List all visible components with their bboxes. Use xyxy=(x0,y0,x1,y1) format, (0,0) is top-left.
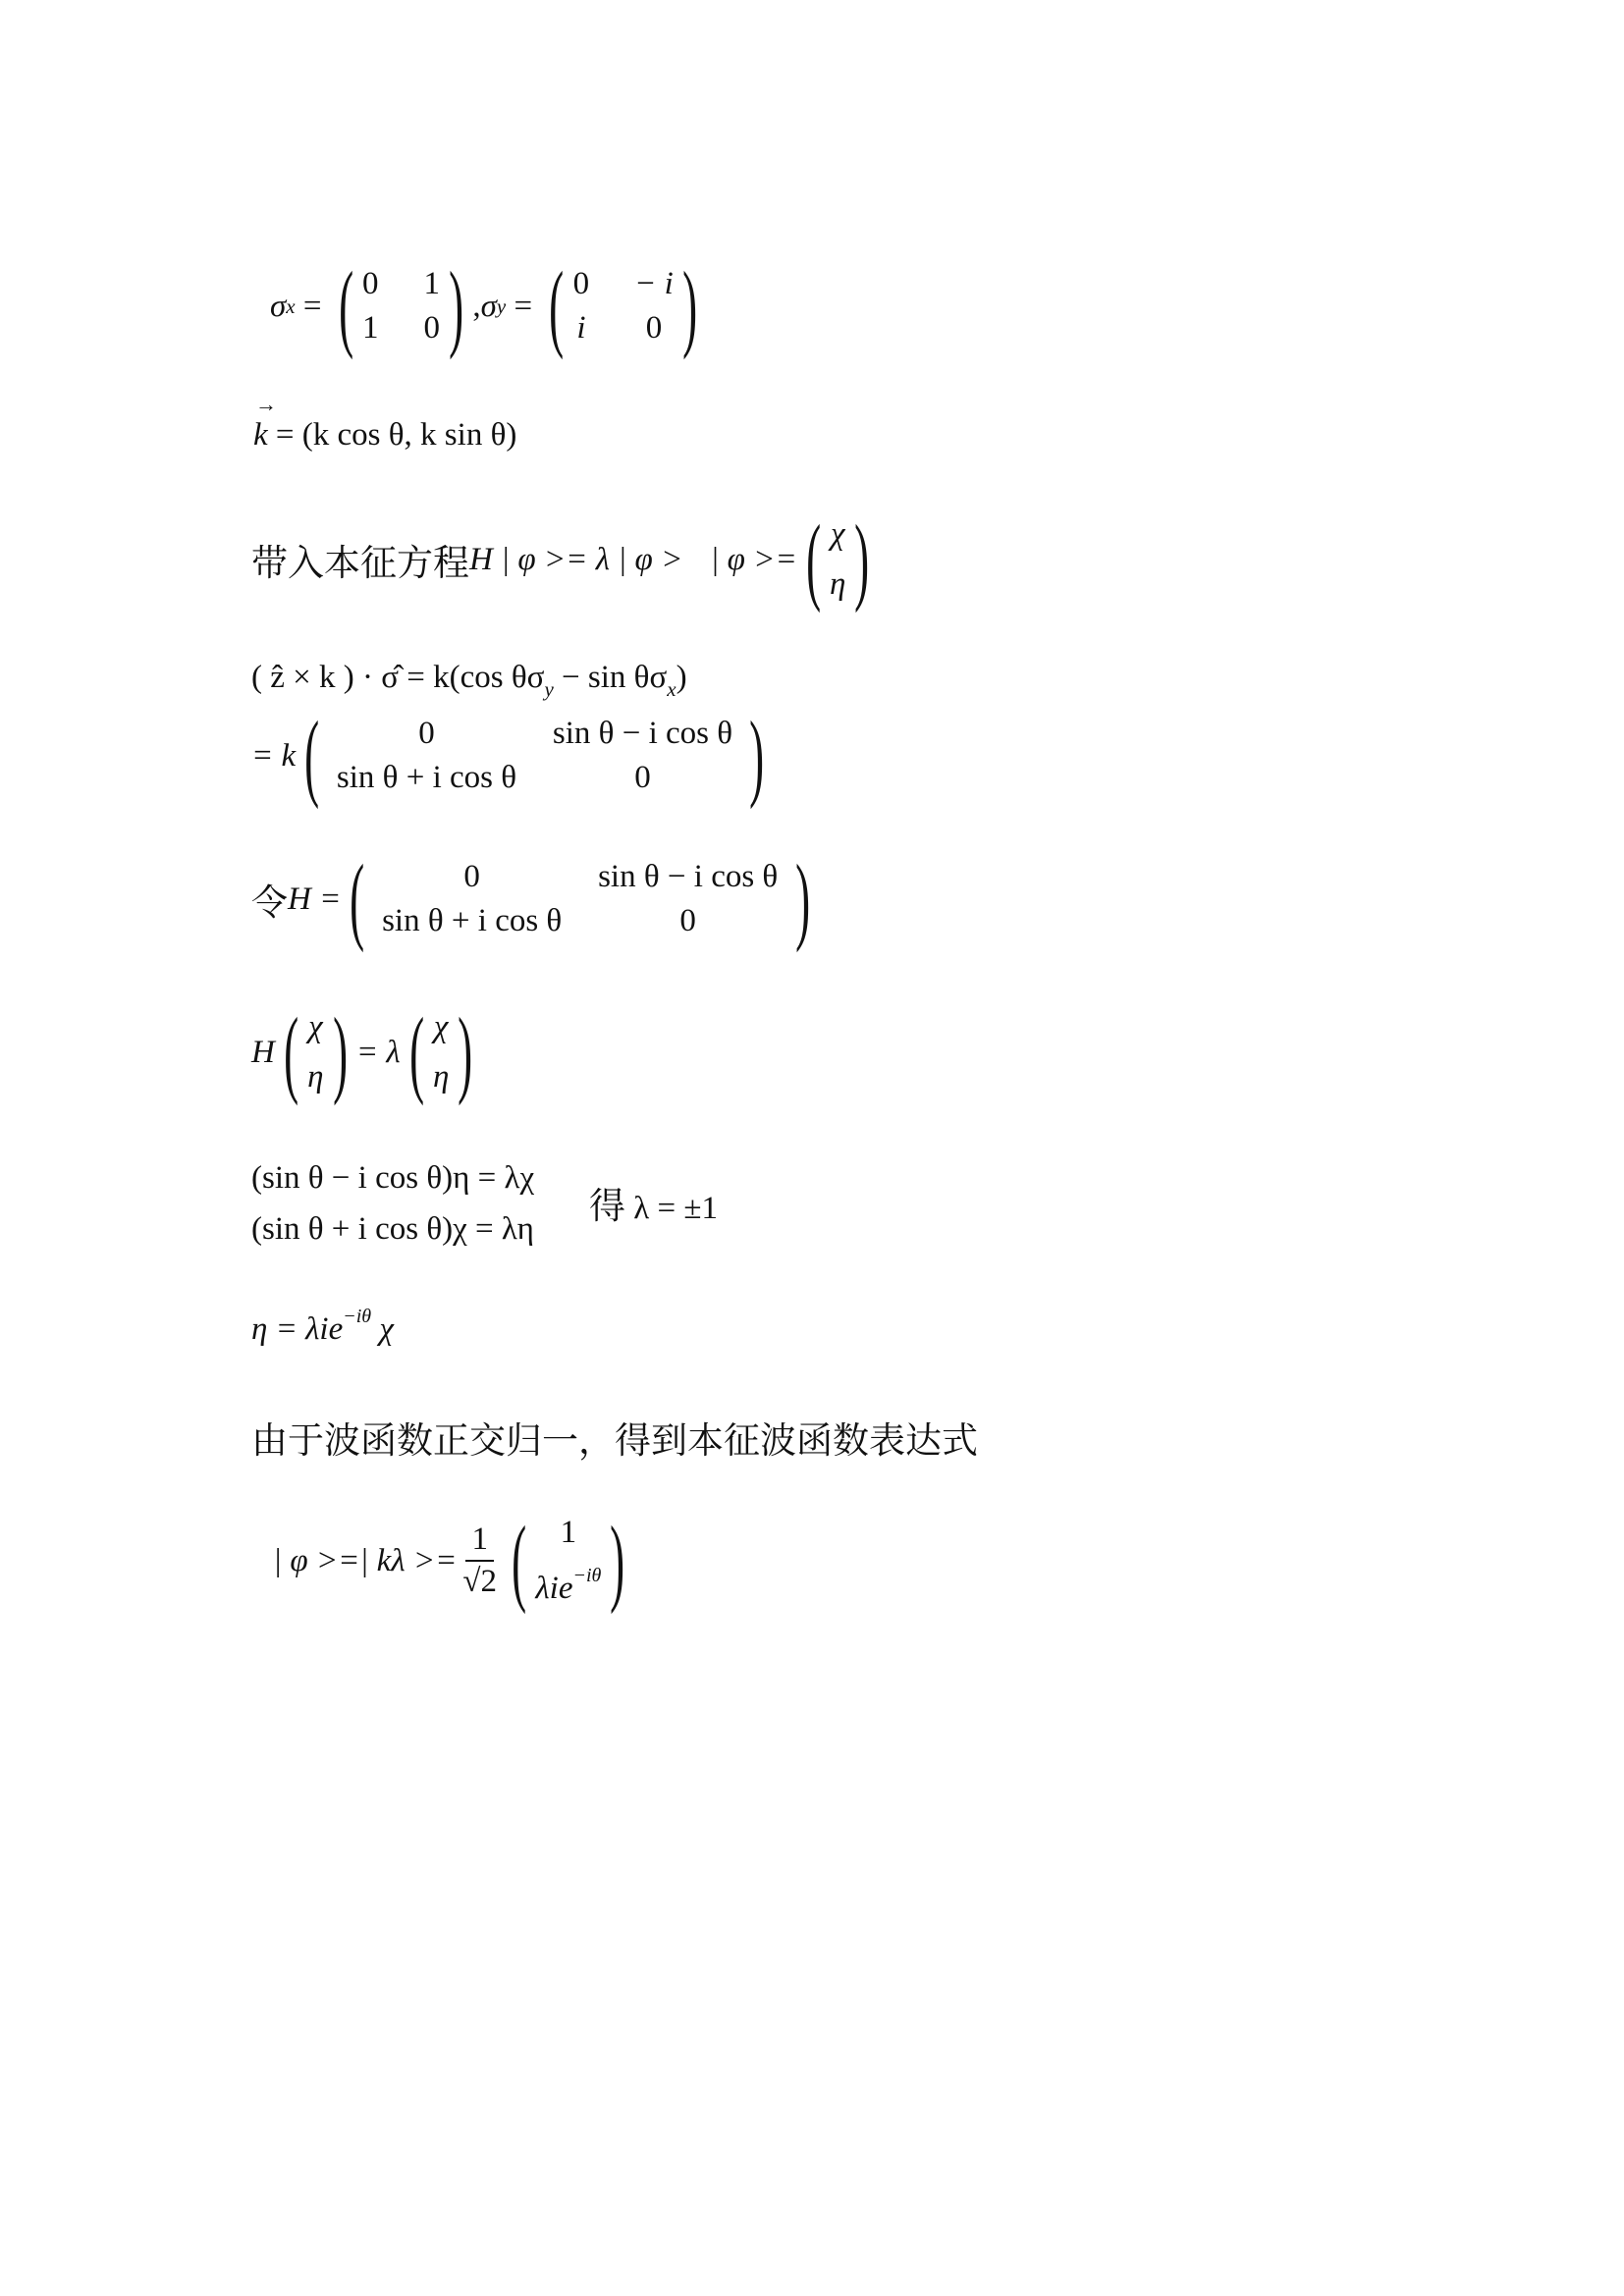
vector-cell: χ xyxy=(830,516,845,552)
matrix-cell: 0 xyxy=(645,310,663,346)
h-eigen-vector-equation xyxy=(251,997,482,1106)
left-paren: ( xyxy=(512,1506,527,1615)
cross-line1-text: ( ẑ × k ) · σ̂ = k(cos θσ xyxy=(251,660,545,695)
matrix-cell: sin θ − i cos θ xyxy=(552,716,733,751)
matrix-cell: 0 xyxy=(572,266,590,301)
k-vector-equation xyxy=(253,417,516,454)
matrix-cell: 1 xyxy=(362,310,379,346)
h-lhs: H = xyxy=(288,881,342,917)
cross-matrix xyxy=(328,716,740,796)
sigma-y-subscript: y xyxy=(496,294,507,318)
eta-exponent: −iθ xyxy=(343,1306,372,1327)
matrix-cell: sin θ + i cos θ xyxy=(336,760,517,795)
left-paren: ( xyxy=(304,701,320,810)
final-eigenstate-equation xyxy=(273,1506,634,1615)
cross-line1-mid: − sin θσ xyxy=(553,660,668,695)
cross-product-equation xyxy=(251,660,687,702)
vector-cell: χ xyxy=(433,1009,449,1044)
normalization-fraction xyxy=(462,1522,497,1600)
normalization-paragraph: 由于波函数正交归一，得到本征波函数表达式 xyxy=(251,1419,978,1462)
eta-rhs: χ xyxy=(379,1311,394,1347)
k-prefix: = k xyxy=(251,737,297,774)
equation-system xyxy=(251,1152,534,1255)
right-paren: ) xyxy=(749,701,765,810)
vector-top: 1 xyxy=(560,1515,577,1550)
left-paren: ( xyxy=(805,505,821,614)
right-paren: ) xyxy=(794,844,810,953)
final-vector xyxy=(535,1515,601,1607)
right-paren: ) xyxy=(682,251,697,360)
matrix-cell: 0 xyxy=(679,903,696,938)
left-paren: ( xyxy=(408,997,424,1106)
vector-cell: η xyxy=(432,1059,450,1095)
sigma-x-matrix xyxy=(362,266,440,347)
vector-cell: χ xyxy=(308,1009,323,1044)
right-paren: ) xyxy=(854,505,870,614)
sigma-y-symbol: σ xyxy=(480,288,497,324)
matrix-cell: i xyxy=(576,310,586,346)
vector-cell: η xyxy=(830,566,846,602)
matrix-cell: 0 xyxy=(634,760,651,795)
vector-cell: η xyxy=(307,1059,324,1095)
right-paren: ) xyxy=(610,1506,625,1615)
eta-lhs: η = λie xyxy=(251,1311,344,1347)
cross-line1-end: ) xyxy=(676,660,687,695)
eigen-formula: H | φ >= λ | φ > xyxy=(469,541,683,577)
cross-product-matrix-equation xyxy=(251,701,774,810)
sigma-x-symbol: σ xyxy=(270,288,287,324)
chi-eta-vector xyxy=(307,1009,323,1095)
matrix-cell: − i xyxy=(634,266,674,301)
subscript-x: x xyxy=(667,677,677,701)
left-paren: ( xyxy=(338,251,353,360)
eigen-intro-text: 带入本征方程 xyxy=(251,542,469,584)
matrix-cell: 1 xyxy=(423,266,441,301)
lambda-result xyxy=(589,1176,718,1229)
matrix-cell: 0 xyxy=(463,859,480,894)
left-paren: ( xyxy=(284,997,298,1106)
cross-product-line1 xyxy=(251,660,687,701)
k-vector-rhs: = (k cos θ, k sin θ) xyxy=(275,417,517,453)
fraction-numerator: 1 xyxy=(465,1522,494,1562)
equals-sign: = xyxy=(295,288,330,324)
ket-phi: | φ >= xyxy=(710,541,797,577)
matrix-cell: 0 xyxy=(418,716,435,751)
matrix-cell: sin θ − i cos θ xyxy=(598,859,779,894)
right-paren: ) xyxy=(458,997,473,1106)
equals-lambda: = λ xyxy=(355,1034,401,1070)
left-paren: ( xyxy=(549,251,565,360)
sigma-x-subscript: x xyxy=(286,294,296,318)
matrix-cell: 0 xyxy=(423,310,441,346)
matrix-cell: 0 xyxy=(362,266,379,301)
fraction-denominator: √2 xyxy=(462,1564,498,1599)
result-formula: λ = ±1 xyxy=(633,1191,718,1226)
chi-eta-vector xyxy=(830,516,845,603)
pauli-matrices-equation xyxy=(270,251,706,360)
matrix-cell: sin θ + i cos θ xyxy=(382,903,563,938)
comma: , xyxy=(472,288,481,324)
eta-equation xyxy=(251,1306,394,1348)
define-h-equation xyxy=(251,844,819,953)
vector-bottom xyxy=(535,1565,601,1607)
h-symbol: H xyxy=(251,1034,275,1070)
let-text: 令 xyxy=(251,881,288,924)
vector-bottom-exponent: −iθ xyxy=(572,1565,602,1586)
right-paren: ) xyxy=(332,997,348,1106)
k-vector-symbol: k → xyxy=(253,417,268,454)
sigma-y-matrix xyxy=(573,266,674,347)
eigen-equation xyxy=(251,505,879,614)
equals-sign: = xyxy=(506,288,541,324)
left-paren: ( xyxy=(350,844,365,953)
right-paren: ) xyxy=(449,251,464,360)
subscript-y: y xyxy=(544,677,554,701)
system-line-1: (sin θ − i cos θ)η = λχ xyxy=(251,1160,535,1196)
final-lhs: | φ >=| kλ >= xyxy=(273,1542,458,1578)
vector-bottom-base: λie xyxy=(535,1571,573,1606)
system-line-2: (sin θ + i cos θ)χ = λη xyxy=(251,1211,534,1247)
result-text: 得 xyxy=(589,1185,625,1227)
h-matrix xyxy=(374,859,786,939)
chi-eta-vector xyxy=(433,1009,449,1095)
